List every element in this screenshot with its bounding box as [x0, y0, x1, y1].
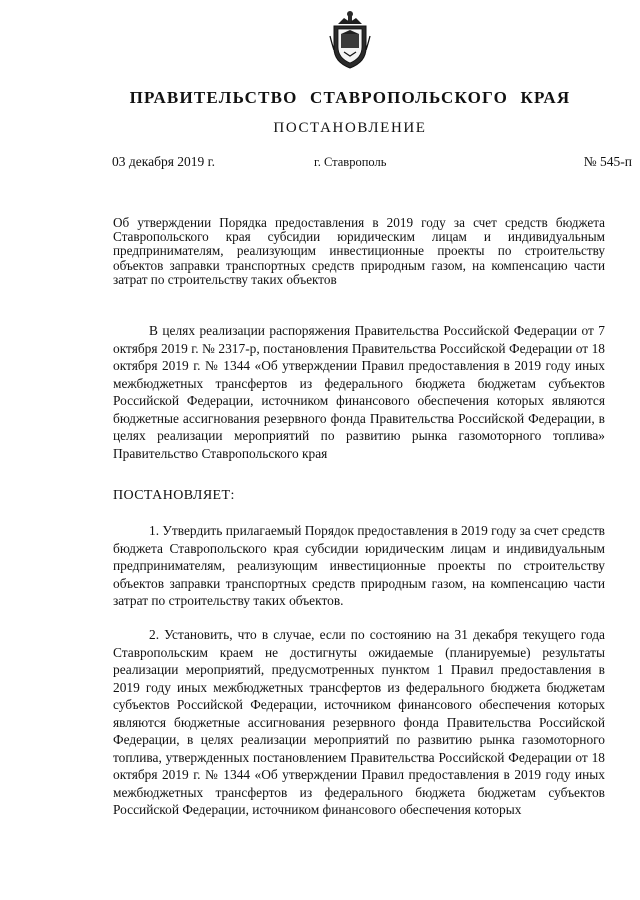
stavropol-coat-of-arms-icon — [328, 10, 372, 70]
document-meta — [112, 154, 632, 174]
document-date: 03 декабря 2019 г. — [112, 154, 216, 169]
clause-2: 2. Установить, что в случае, если по состоянию на 31 декабря текущего года Ставропольским краем не достигнуты ожидаемые (планируемые) результаты реализации мероприятий, предусмотренных пунктом 1 Правил предоставления в 2019 году иных межбюджетных трансфертов из федерального бюджета бюджетам субъектов Российской Федерации, источником финансового обеспечения которых являются бюджетные ассигнования резервного фонда Правительства Российской Федерации, в целях реализации мероприятий по развитию рынка газомоторного топлива, утвержденных постановлением Правительства Российской Федерации от 18 октября 2019 г. № 1344 «Об утверждении Правил предоставления в 2019 году иных межбюджетных трансфертов из федерального бюджета бюджетам субъектов Российской Федерации, источником финансового обеспечения которых — [113, 627, 605, 817]
document-subject: Об утверждении Порядка предоставления в 2019 году за счет средств бюджета Ставропольского края субсидии юридическим лицам и индивидуальным предпринимателям, реализующим инвестиционные проекты по строительству объектов заправки транспортных средств природным газом, на компенсацию части затрат по строительству таких объектов — [113, 215, 605, 287]
preamble-paragraph: В целях реализации распоряжения Правительства Российской Федерации от 7 октября 2019 г. № 2317-р, постановления Правительства Российской Федерации от 18 октября 2019 г. № 1344 «Об утверждении Правил предоставления в 2019 году иных межбюджетных трансфертов из федерального бюджета бюджетам субъектов Российской Федерации, источником финансового обеспечения которых являются бюджетные ассигнования резервного фонда Правительства Российской Федерации, в целях реализации мероприятий по развитию рынка газомоторного топлива» Правительство Ставропольского края — [113, 323, 605, 461]
document-city: г. Ставрополь — [314, 155, 387, 169]
clause-1: 1. Утвердить прилагаемый Порядок предоставления в 2019 году за счет средств бюджета Ставропольского края субсидии юридическим лицам и индивидуальным предпринимателям, реализующим инвестиционные проекты по строительству объектов заправки транспортных средств природным газом, на компенсацию части затрат по строительству таких объектов. — [113, 523, 605, 608]
government-title: ПРАВИТЕЛЬСТВО СТАВРОПОЛЬСКОГО КРАЯ — [129, 88, 571, 107]
document-number: № 545-п — [583, 154, 632, 169]
document-type: ПОСТАНОВЛЕНИЕ — [273, 120, 427, 136]
resolves-heading: ПОСТАНОВЛЯЕТ: — [113, 488, 235, 503]
